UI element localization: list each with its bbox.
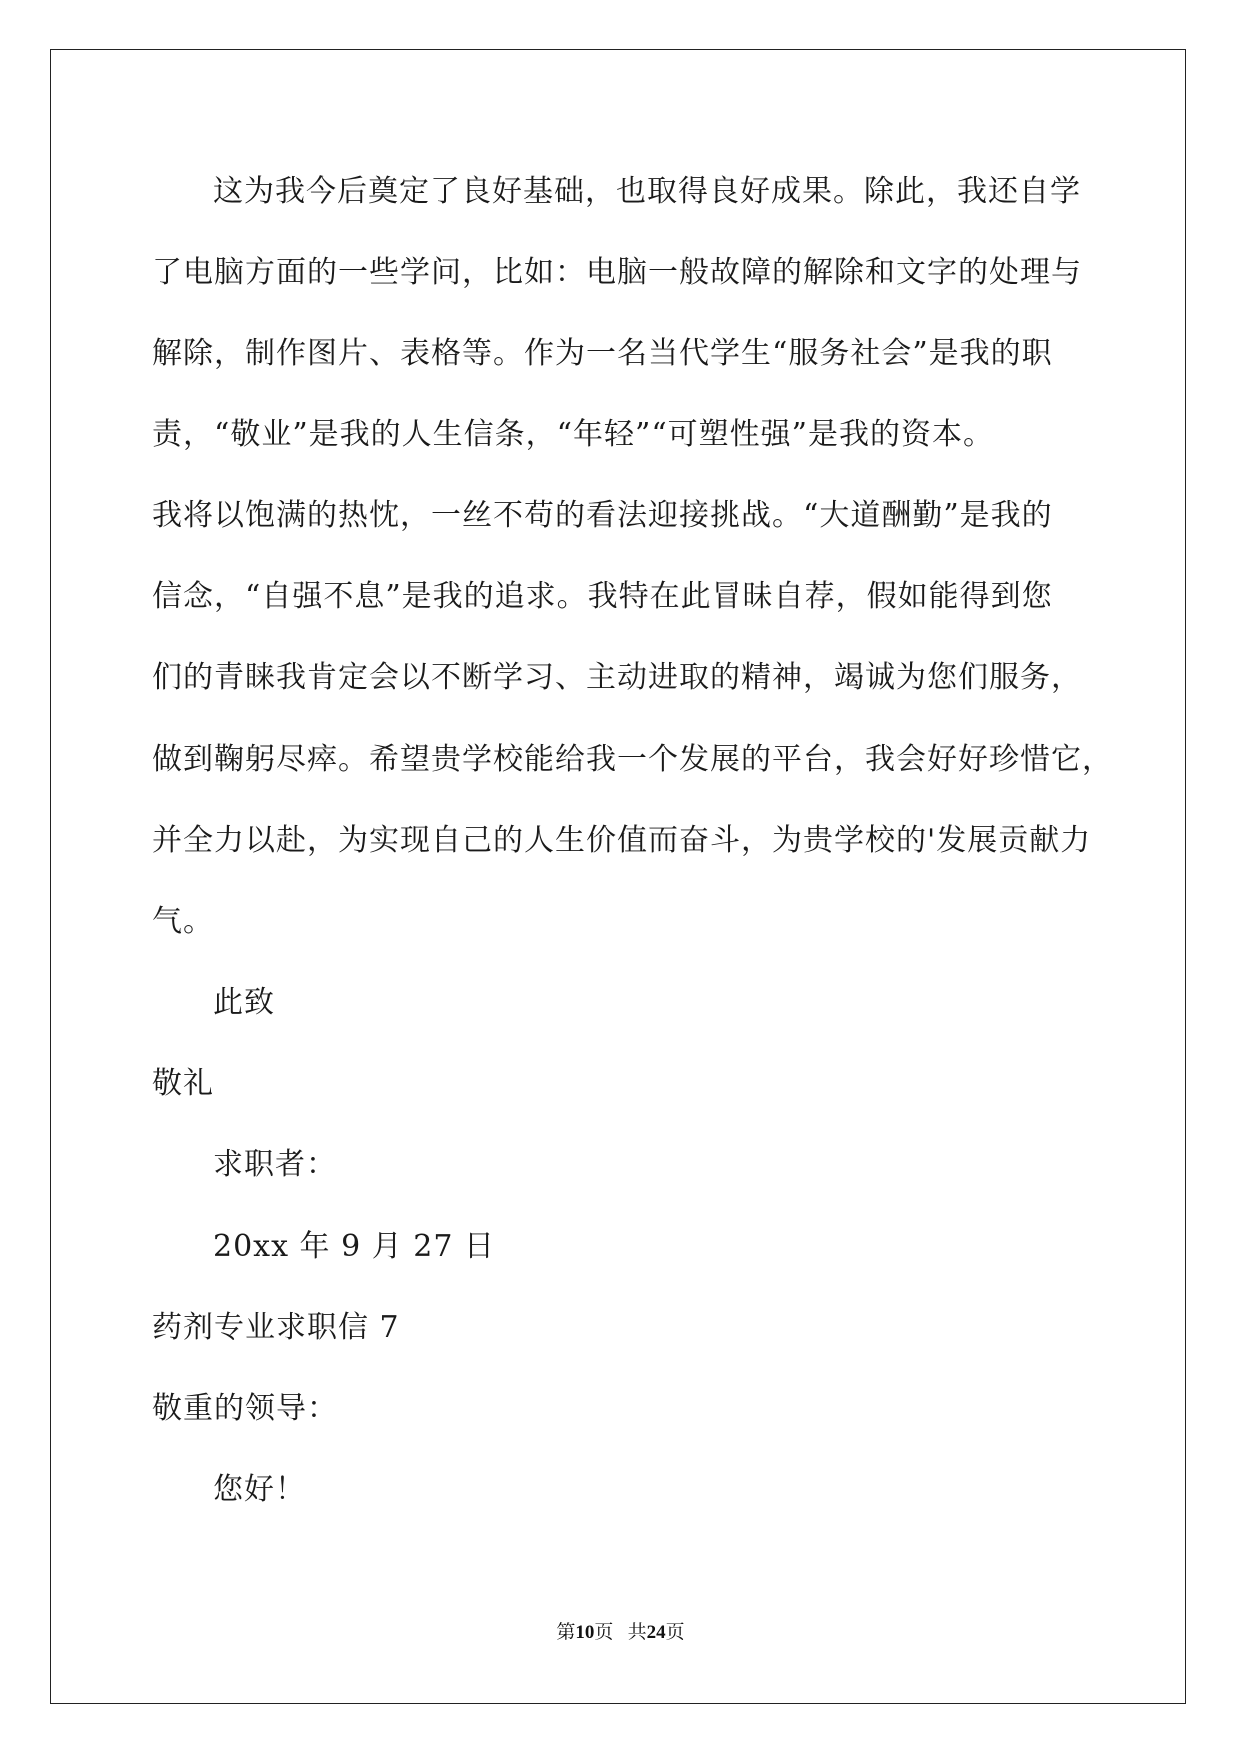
footer-mid: 页 共 xyxy=(594,1622,647,1643)
body-line-2: 了电脑方面的一些学问，比如：电脑一般故障的解除和文字的处理与 xyxy=(152,255,1082,290)
body-line-8: 做到鞠躬尽瘁。希望贵学校能给我一个发展的平台，我会好好珍惜它， xyxy=(152,742,1113,777)
section-title: 药剂专业求职信 7 xyxy=(152,1310,400,1345)
body-line-9: 并全力以赴，为实现自己的人生价值而奋斗，为贵学校的'发展贡献力 xyxy=(152,823,1092,858)
footer-suffix: 页 xyxy=(665,1622,685,1643)
body-line-10: 气。 xyxy=(152,904,214,939)
page-border xyxy=(50,49,1186,1704)
page-footer xyxy=(0,1617,1241,1644)
body-line-7: 们的青睐我肯定会以不断学习、主动进取的精神，竭诚为您们服务， xyxy=(152,660,1082,695)
signature-label: 求职者： xyxy=(213,1147,337,1182)
greeting-hello: 您好！ xyxy=(213,1472,306,1507)
letter-date: 20xx 年 9 月 27 日 xyxy=(213,1229,495,1264)
body-line-4: 责，“敬业”是我的人生信条，“年轻”“可塑性强”是我的资本。 xyxy=(152,417,995,452)
closing-regards: 敬礼 xyxy=(152,1066,214,1101)
total-page-count: 24 xyxy=(646,1622,666,1643)
current-page-number: 10 xyxy=(575,1622,595,1643)
body-line-5: 我将以饱满的热忱，一丝不苟的看法迎接挑战。“大道酬勤”是我的 xyxy=(152,498,1053,533)
body-line-3: 解除，制作图片、表格等。作为一名当代学生“服务社会”是我的职 xyxy=(152,336,1053,371)
footer-prefix: 第 xyxy=(556,1622,576,1643)
greeting-recipient: 敬重的领导： xyxy=(152,1391,338,1426)
body-line-1: 这为我今后奠定了良好基础，也取得良好成果。除此，我还自学 xyxy=(213,174,1081,209)
closing-salutation: 此致 xyxy=(213,985,275,1020)
body-line-6: 信念，“自强不息”是我的追求。我特在此冒昧自荐，假如能得到您 xyxy=(152,579,1053,614)
